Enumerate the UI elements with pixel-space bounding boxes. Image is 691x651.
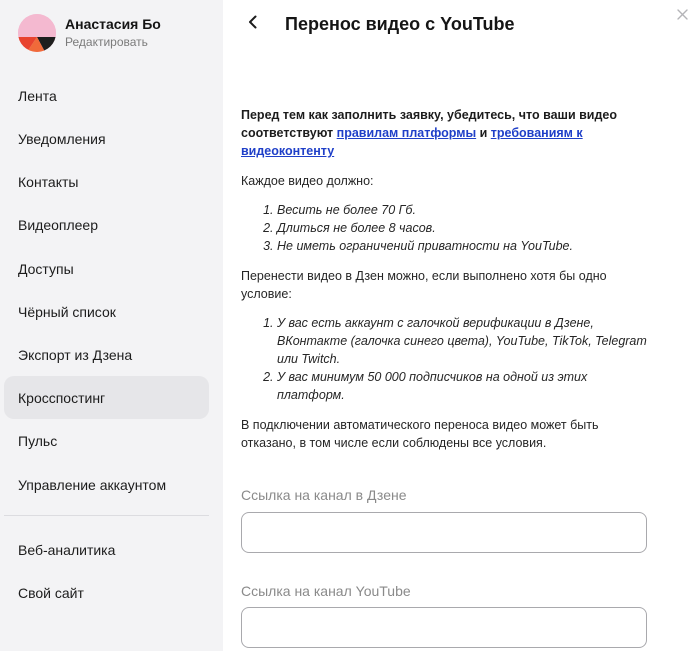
list-item: 3. Не иметь ограничений приватности на YouTube. [277,237,653,255]
sidebar-item-video-player[interactable]: Видеоплеер [18,216,99,233]
sidebar-item-feed[interactable]: Лента [18,87,57,104]
youtube-channel-label: Ссылка на канал YouTube [241,583,411,599]
zen-channel-input[interactable] [241,512,647,553]
page-title: Перенос видео с YouTube [285,14,515,34]
sidebar-item-own-site[interactable]: Свой сайт [18,584,84,601]
requirements-list [241,201,653,255]
sidebar-item-blacklist[interactable]: Чёрный список [18,303,116,320]
sidebar-item-notifications[interactable]: Уведомления [18,130,106,147]
platform-rules-link[interactable]: правилам платформы [336,126,477,140]
sidebar-divider [4,515,209,516]
close-icon [677,7,688,25]
list-item: 1. У вас есть аккаунт с галочкой верификации в Дзене, ВКонтакте (галочка синего цвета), YouTube, TikTok, Telegram или Twitch. [277,314,653,368]
avatar[interactable] [18,14,56,52]
chevron-left-icon [248,15,258,34]
transfer-info [241,106,653,452]
sidebar-item-contacts[interactable]: Контакты [18,173,79,190]
close-button[interactable] [674,8,690,24]
sidebar-item-pulse[interactable]: Пульс [18,432,58,449]
conditions-list [241,314,653,404]
zen-channel-label: Ссылка на канал в Дзене [241,487,407,503]
intro-text: Перед тем как заполнить заявку, убедитесь, что ваши видео соответствуют правилам платформы и требованиям к видеоконтенту [241,108,618,158]
profile-edit-link[interactable]: Редактировать [65,35,148,49]
list-item: 2. Длиться не более 8 часов. [277,219,653,237]
main-panel [223,0,691,651]
youtube-channel-input[interactable] [241,607,647,648]
list-item: 1. Весить не более 70 Гб. [277,201,653,219]
profile-block[interactable] [18,14,161,52]
refusal-note: В подключении автоматического переноса видео может быть отказано, в том числе если соблюдены все условия. [241,418,599,450]
sidebar [0,0,223,651]
list-item: 2. У вас минимум 50 000 подписчиков на одной из этих платформ. [277,368,653,404]
each-video-text: Каждое видео должно: [241,174,374,188]
sidebar-item-web-analytics[interactable]: Веб-аналитика [18,541,116,558]
transfer-condition-text: Перенести видео в Дзен можно, если выполнено хотя бы одно условие: [241,269,607,301]
sidebar-item-account-management[interactable]: Управление аккаунтом [18,476,167,493]
video-requirements-link[interactable]: требованиям к видеоконтенту [241,126,583,158]
sidebar-item-crossposting[interactable]: Кросспостинг [4,376,209,419]
profile-name: Анастасия Бо [65,16,161,32]
sidebar-item-access[interactable]: Доступы [18,260,74,277]
sidebar-item-export[interactable]: Экспорт из Дзена [18,346,133,363]
back-button[interactable] [241,12,265,36]
